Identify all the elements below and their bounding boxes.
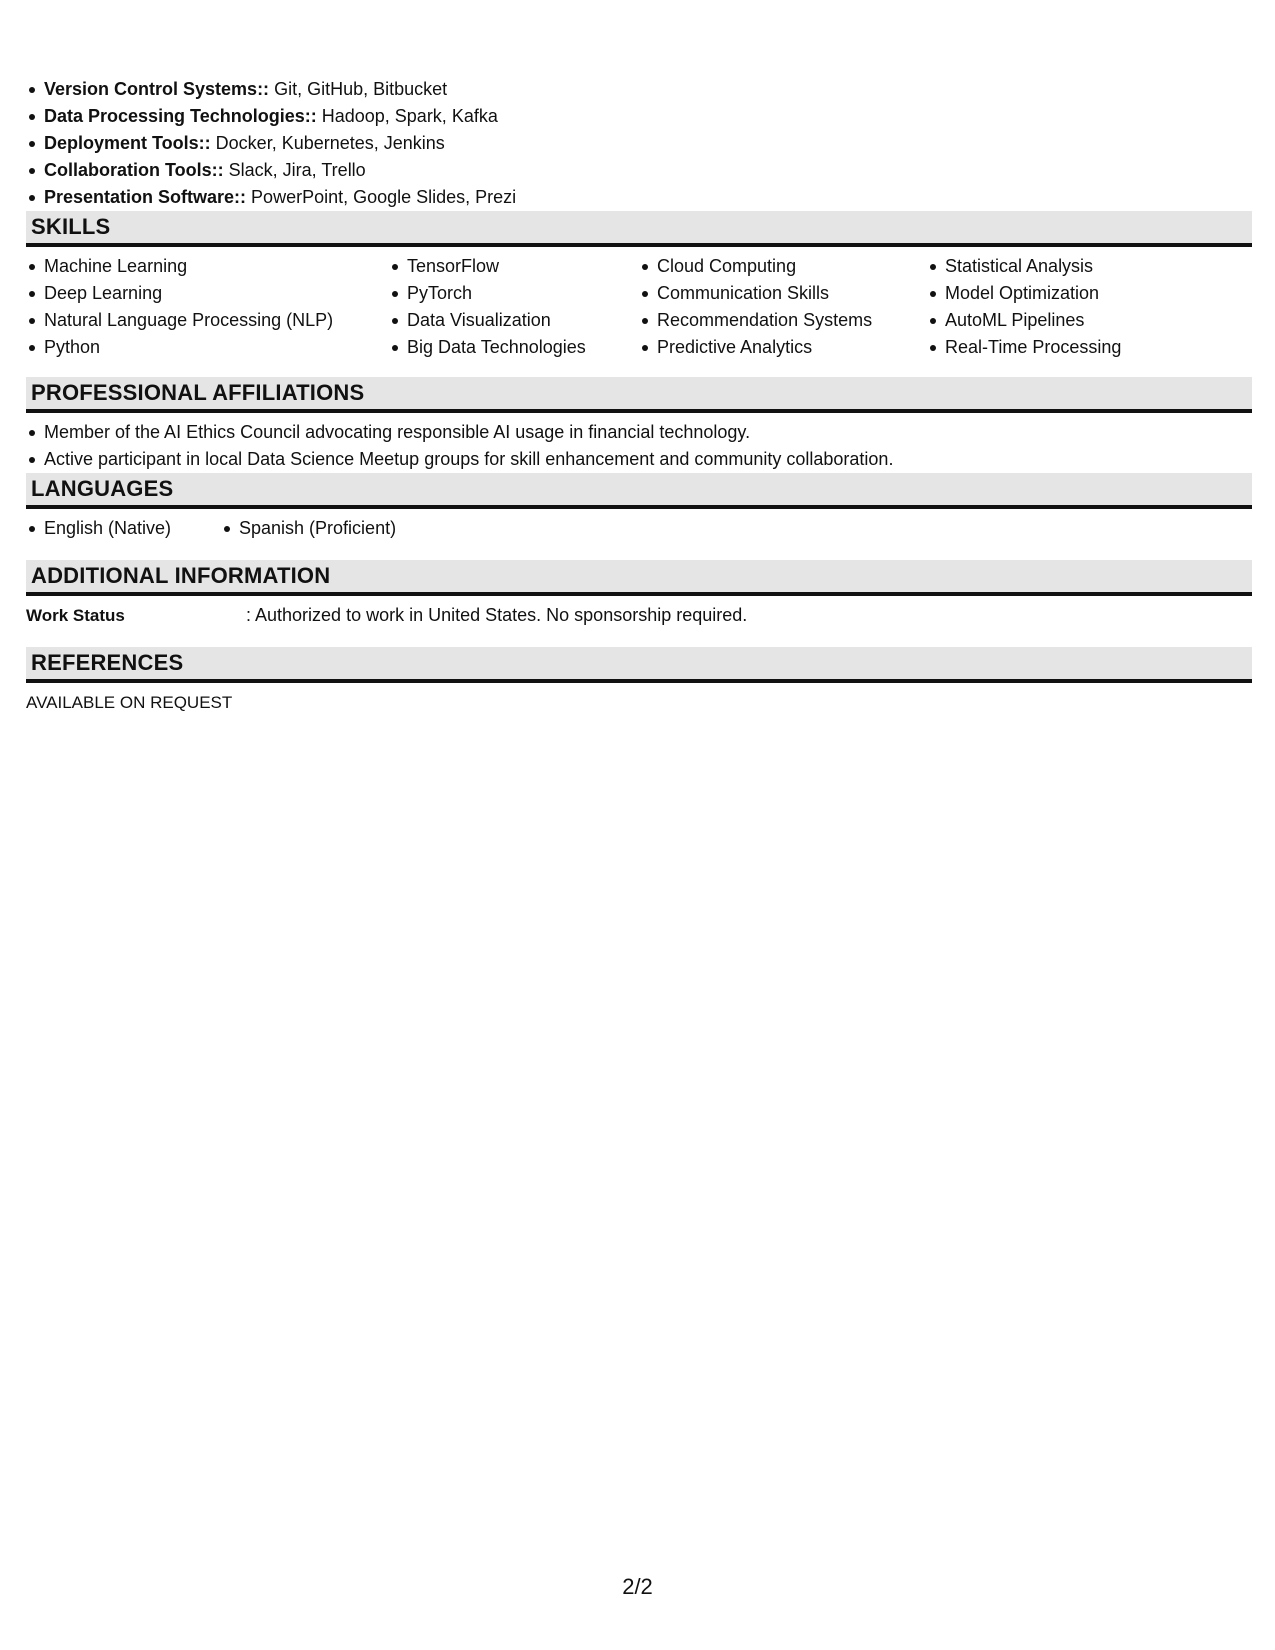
tool-category-value: Docker, Kubernetes, Jenkins	[210, 133, 445, 153]
list-item	[44, 130, 1252, 157]
skills-column	[26, 253, 389, 361]
tool-category-label: Collaboration Tools::	[44, 160, 224, 180]
work-status-row	[26, 596, 1252, 629]
list-item	[44, 157, 1252, 184]
page-number: 2/2	[622, 1574, 653, 1599]
work-status-value: : Authorized to work in United States. No sponsorship required.	[246, 605, 748, 625]
skill-item: Natural Language Processing (NLP)	[44, 307, 389, 334]
language-cell	[26, 515, 221, 542]
references-text: AVAILABLE ON REQUEST	[26, 693, 233, 712]
skill-item: Big Data Technologies	[407, 334, 639, 361]
list-item	[44, 184, 1252, 211]
language-item: Spanish (Proficient)	[239, 515, 396, 542]
skill-item: TensorFlow	[407, 253, 639, 280]
skill-item: Python	[44, 334, 389, 361]
affiliations-section-header: PROFESSIONAL AFFILIATIONS	[26, 377, 1252, 413]
skill-item: Data Visualization	[407, 307, 639, 334]
tool-category-label: Deployment Tools::	[44, 133, 211, 153]
tool-category-label: Presentation Software::	[44, 187, 247, 207]
affiliations-list	[26, 419, 1252, 473]
tool-category-value: Slack, Jira, Trello	[223, 160, 366, 180]
tools-list	[26, 76, 1252, 211]
skill-item: Recommendation Systems	[657, 307, 927, 334]
tool-category-value: Git, GitHub, Bitbucket	[269, 79, 448, 99]
skill-item: Deep Learning	[44, 280, 389, 307]
tool-category-value: Hadoop, Spark, Kafka	[316, 106, 498, 126]
skill-item: Communication Skills	[657, 280, 927, 307]
skill-item: Cloud Computing	[657, 253, 927, 280]
skill-item: Model Optimization	[945, 280, 1205, 307]
list-item	[44, 76, 1252, 103]
tool-category-label: Data Processing Technologies::	[44, 106, 317, 126]
skills-grid	[26, 247, 1252, 361]
work-status-label: Work Status	[26, 606, 125, 625]
tool-category-value: PowerPoint, Google Slides, Prezi	[246, 187, 517, 207]
languages-list	[26, 509, 1252, 542]
skill-item: Real-Time Processing	[945, 334, 1205, 361]
skill-item: AutoML Pipelines	[945, 307, 1205, 334]
references-section-header: REFERENCES	[26, 647, 1252, 683]
skills-column	[927, 253, 1205, 361]
languages-section-header: LANGUAGES	[26, 473, 1252, 509]
skill-item: Machine Learning	[44, 253, 389, 280]
list-item	[44, 103, 1252, 130]
tool-category-label: Version Control Systems::	[44, 79, 270, 99]
resume-page	[26, 76, 1252, 716]
affiliation-item: Member of the AI Ethics Council advocating responsible AI usage in financial technology.	[44, 419, 1252, 446]
skills-section-header: SKILLS	[26, 211, 1252, 247]
skill-item: Statistical Analysis	[945, 253, 1205, 280]
affiliation-item: Active participant in local Data Science Meetup groups for skill enhancement and community collaboration.	[44, 446, 1252, 473]
skill-item: PyTorch	[407, 280, 639, 307]
language-item: English (Native)	[44, 515, 221, 542]
additional-info-section-header: ADDITIONAL INFORMATION	[26, 560, 1252, 596]
skills-column	[639, 253, 927, 361]
skills-column	[389, 253, 639, 361]
skill-item: Predictive Analytics	[657, 334, 927, 361]
language-cell	[221, 515, 396, 542]
